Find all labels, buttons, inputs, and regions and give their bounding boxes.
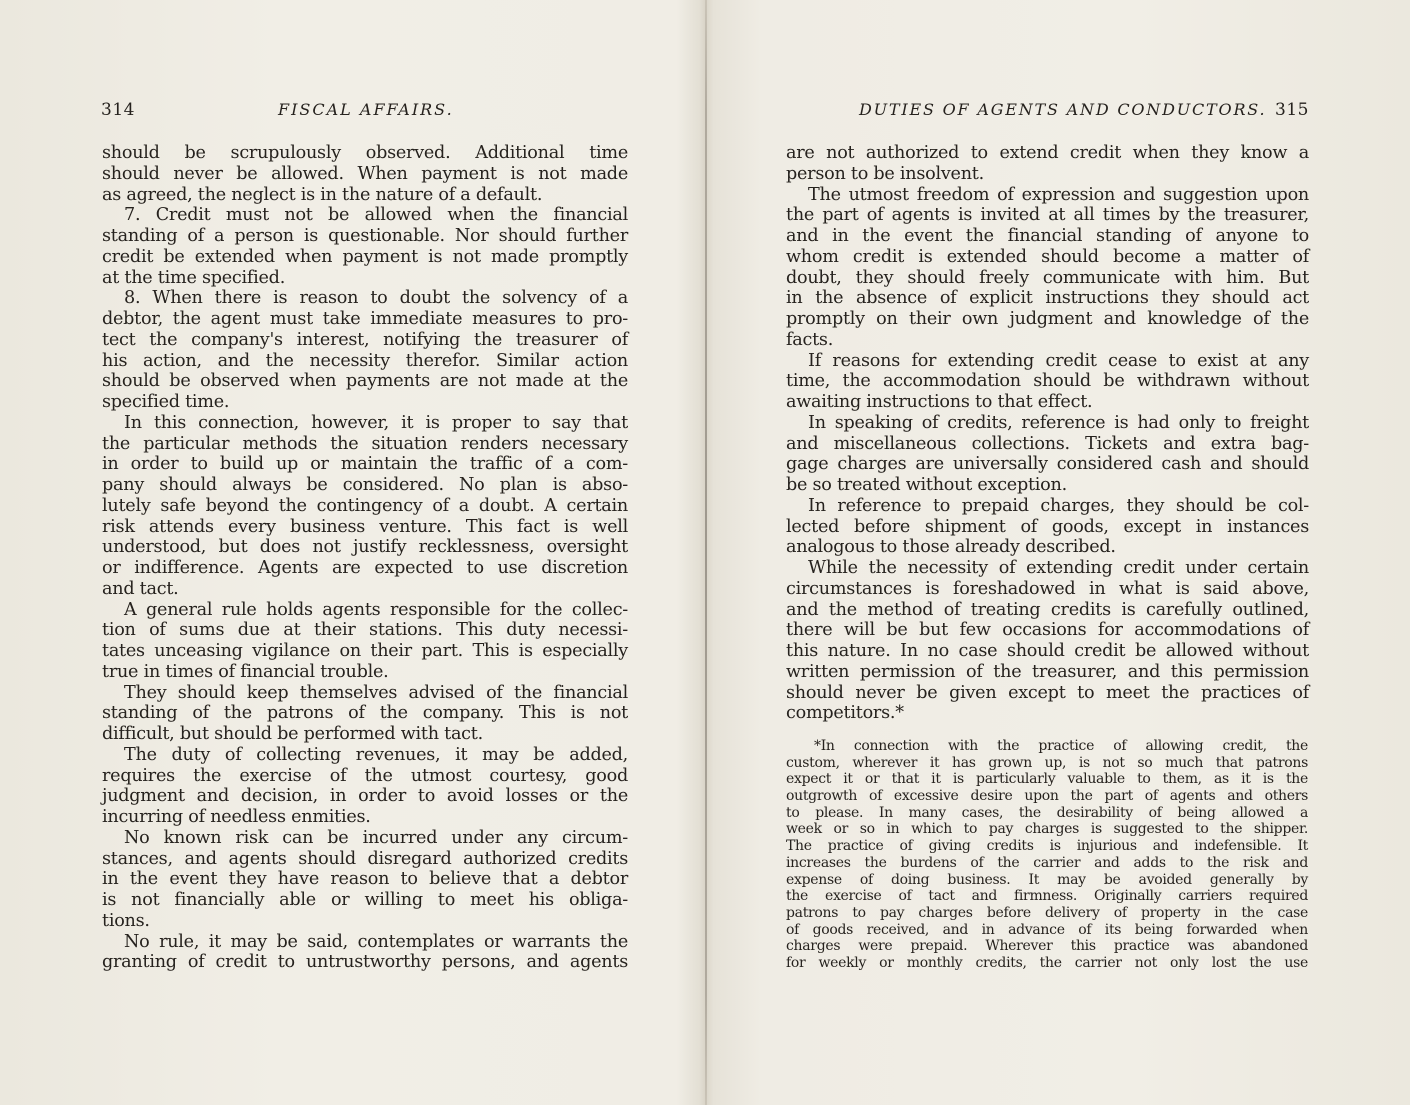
text-line: No known risk can be incurred under any circum-	[124, 827, 628, 848]
text-line: as agreed, the neglect is in the nature of a default.	[102, 184, 543, 205]
text-line: debtor, the agent must take immediate measures to pro-	[102, 309, 628, 329]
footnote-line: charges were prepaid. Wherever this practice was abandoned	[786, 938, 1308, 955]
right-page	[707, 0, 1410, 1105]
text-line: analogous to those already described.	[786, 537, 1116, 558]
text-line: No rule, it may be said, contemplates or warrants the	[124, 931, 628, 952]
footnote-line: expense of doing business. It may be avoided generally by	[786, 871, 1308, 888]
text-line: the part of agents is invited at all times by the treasurer,	[786, 205, 1309, 226]
text-line: be so treated without exception.	[786, 475, 1067, 495]
text-line: tect the company's interest, notifying the treasurer of	[102, 329, 628, 350]
text-line: or indifference. Agents are expected to use discretion	[102, 558, 628, 578]
text-line: and tact.	[102, 578, 179, 599]
footnote-line: patrons to pay charges before delivery of property in the case	[786, 904, 1308, 921]
text-line: facts.	[786, 329, 834, 350]
body-text	[102, 143, 628, 973]
text-line: If reasons for extending credit cease to exist at any	[808, 350, 1309, 371]
footnote-line: to please. In many cases, the desirability of being allowed a	[786, 804, 1308, 821]
running-head: FISCAL AFFAIRS.	[278, 100, 454, 119]
text-line: tions.	[102, 910, 150, 931]
text-line: there will be but few occasions for accommodations of	[786, 620, 1309, 641]
text-line: are not authorized to extend credit when they know a	[786, 143, 1309, 163]
text-line: is not financially able or willing to meet his obliga-	[102, 890, 628, 910]
footnote-line: increases the burdens of the carrier and adds to the risk and	[786, 854, 1308, 871]
text-line: written permission of the treasurer, and this permission	[786, 661, 1309, 682]
footnote-line: the exercise of tact and firmness. Originally carriers required	[786, 888, 1308, 905]
text-line: risk attends every business venture. This fact is well	[102, 516, 628, 537]
text-line: pany should always be considered. No plan is abso-	[102, 475, 628, 495]
footnote-line: week or so in which to pay charges is suggested to the shipper.	[786, 821, 1308, 838]
text-line: in the absence of explicit instructions they should act	[786, 288, 1309, 309]
text-line: In speaking of credits, reference is had only to freight	[808, 412, 1309, 433]
text-line: and in the event the financial standing of anyone to	[786, 226, 1309, 246]
text-line: tates unceasing vigilance on their part. This is especially	[102, 641, 628, 661]
text-line: In reference to prepaid charges, they should be col-	[808, 495, 1309, 516]
text-line: 8. When there is reason to doubt the solvency of a	[124, 288, 628, 309]
text-line: in order to build up or maintain the traffic of a com-	[102, 454, 628, 475]
text-line: tion of sums due at their stations. This duty necessi-	[102, 620, 628, 641]
text-line: should be observed when payments are not made at the	[102, 371, 628, 392]
text-line: understood, but does not justify recklessness, oversight	[102, 537, 628, 558]
text-line: this nature. In no case should credit be allowed without	[786, 641, 1309, 661]
text-line: judgment and decision, in order to avoid losses or the	[102, 786, 628, 807]
text-line: whom credit is extended should become a matter of	[786, 246, 1309, 267]
footnote-line: for weekly or monthly credits, the carrier not only lost the use	[786, 954, 1308, 971]
text-line: stances, and agents should disregard authorized credits	[102, 848, 628, 869]
text-line: should never be given except to meet the practices of	[786, 682, 1309, 703]
text-line: credit be extended when payment is not made promptly	[102, 246, 628, 267]
text-line: lutely safe beyond the contingency of a doubt. A certain	[102, 495, 628, 516]
text-line: requires the exercise of the utmost courtesy, good	[102, 765, 628, 786]
page-number: 315	[1275, 100, 1309, 120]
text-line: and the method of treating credits is carefully outlined,	[786, 599, 1309, 620]
body-text	[786, 143, 1309, 724]
text-line: the particular methods the situation renders necessary	[102, 433, 628, 454]
text-line: standing of the patrons of the company. This is not	[102, 703, 628, 724]
text-line: The duty of collecting revenues, it may be added,	[124, 744, 628, 765]
footnote-line: of goods received, and in advance of its being forwarded when	[786, 921, 1308, 938]
footnote-line: The practice of giving credits is injurious and indefensible. It	[786, 838, 1308, 855]
text-line: gage charges are universally considered cash and should	[786, 454, 1309, 475]
text-line: difficult, but should be performed with tact.	[102, 724, 483, 744]
text-line: specified time.	[102, 392, 230, 412]
text-line: his action, and the necessity therefor. Similar action	[102, 350, 628, 371]
text-line: While the necessity of extending credit under certain	[808, 558, 1309, 578]
text-line: granting of credit to untrustworthy persons, and agents	[102, 952, 628, 973]
text-line: awaiting instructions to that effect.	[786, 392, 1093, 412]
footnote-line: *In connection with the practice of allowing credit, the	[814, 738, 1308, 754]
running-head: DUTIES OF AGENTS AND CONDUCTORS.	[859, 100, 1267, 119]
text-line: The utmost freedom of expression and suggestion upon	[808, 184, 1309, 205]
text-line: in the event they have reason to believe that a debtor	[102, 869, 628, 890]
text-line: time, the accommodation should be withdrawn without	[786, 371, 1309, 392]
text-line: promptly on their own judgment and knowledge of the	[786, 309, 1309, 329]
text-line: A general rule holds agents responsible for the collec-	[124, 599, 628, 620]
text-line: doubt, they should freely communicate with him. But	[786, 267, 1309, 288]
footnote-line: outgrowth of excessive desire upon the part of agents and others	[786, 788, 1308, 805]
text-line: incurring of needless enmities.	[102, 807, 371, 827]
footnote-line: expect it or that it is particularly valuable to them, as it is the	[786, 771, 1308, 788]
text-line: true in times of financial trouble.	[102, 661, 389, 682]
text-line: 7. Credit must not be allowed when the financial	[124, 205, 628, 226]
text-line: In this connection, however, it is proper to say that	[124, 412, 628, 433]
text-line: should be scrupulously observed. Additional time	[102, 143, 628, 163]
text-line: should never be allowed. When payment is not made	[102, 163, 628, 184]
text-line: circumstances is foreshadowed in what is said above,	[786, 578, 1309, 599]
text-line: standing of a person is questionable. Nor should further	[102, 226, 628, 246]
text-line: and miscellaneous collections. Tickets and extra bag-	[786, 433, 1309, 454]
text-line: competitors.*	[786, 703, 904, 724]
footnote-line: custom, wherever it has grown up, is not so much that patrons	[786, 754, 1308, 771]
text-line: They should keep themselves advised of the financial	[124, 682, 628, 703]
text-line: person to be insolvent.	[786, 163, 984, 184]
page-number: 314	[101, 100, 135, 120]
text-line: at the time specified.	[102, 267, 286, 288]
footnote	[786, 738, 1308, 972]
text-line: lected before shipment of goods, except in instances	[786, 516, 1309, 537]
